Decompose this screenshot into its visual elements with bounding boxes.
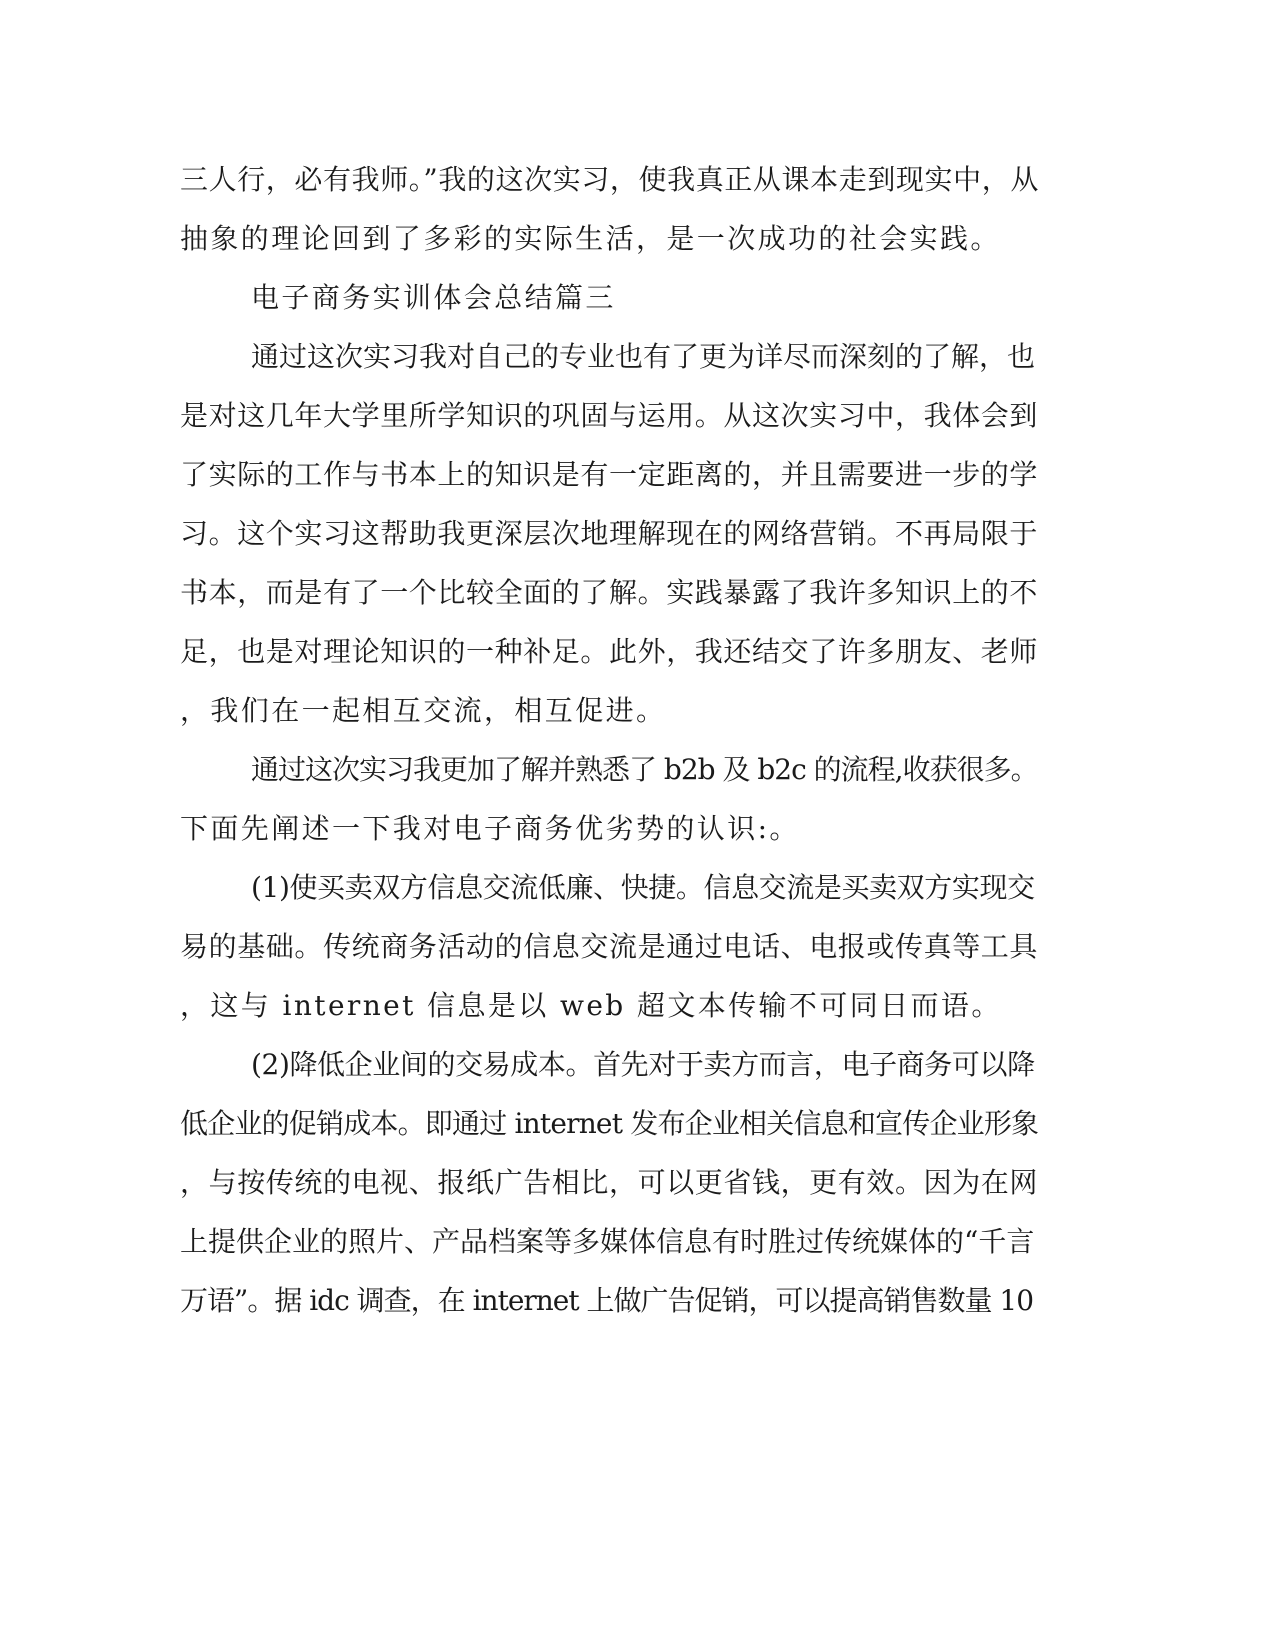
text-line: ，与按传统的电视、报纸广告相比，可以更省钱，更有效。因为在网 [180, 1166, 1039, 1199]
text-line: 是对这几年大学里所学知识的巩固与运用。从这次实习中，我体会到 [180, 399, 1039, 432]
text-line: 易的基础。传统商务活动的信息交流是通过电话、电报或传真等工具 [180, 930, 1039, 963]
text-line: 习。这个实习这帮助我更深层次地理解现在的网络营销。不再局限于 [180, 517, 1039, 550]
section-heading: 电子商务实训体会总结篇三 [251, 281, 616, 314]
text-line: (2)降低企业间的交易成本。首先对于卖方而言，电子商务可以降 [251, 1048, 1035, 1081]
text-line: 通过这次实习我对自己的专业也有了更为详尽而深刻的了解，也 [251, 340, 1036, 373]
text-line: ，我们在一起相互交流，相互促进。 [180, 694, 667, 727]
text-line: 三人行，必有我师。”我的这次实习，使我真正从课本走到现实中，从 [180, 163, 1039, 196]
text-line: 抽象的理论回到了多彩的实际生活，是一次成功的社会实践。 [180, 222, 1001, 255]
text-line: 书本，而是有了一个比较全面的了解。实践暴露了我许多知识上的不 [180, 576, 1039, 609]
text-line: 下面先阐述一下我对电子商务优劣势的认识:。 [180, 812, 800, 845]
text-line: 低企业的促销成本。即通过 internet 发布企业相关信息和宣传企业形象 [180, 1107, 1039, 1140]
text-line: 了实际的工作与书本上的知识是有一定距离的，并且需要进一步的学 [180, 458, 1039, 491]
text-line: 足，也是对理论知识的一种补足。此外，我还结交了许多朋友、老师 [180, 635, 1039, 668]
text-line: (1)使买卖双方信息交流低廉、快捷。信息交流是买卖双方实现交 [251, 871, 1035, 904]
text-line: 通过这次实习我更加了解并熟悉了 b2b 及 b2c 的流程,收获很多。 [251, 753, 1038, 786]
text-line: 万语”。据 idc 调查，在 internet 上做广告促销，可以提高销售数量 10 [180, 1284, 1034, 1317]
text-line: ，这与 internet 信息是以 web 超文本传输不可同日而语。 [180, 989, 1002, 1022]
text-line: 上提供企业的照片、产品档案等多媒体信息有时胜过传统媒体的“千言 [180, 1225, 1035, 1258]
